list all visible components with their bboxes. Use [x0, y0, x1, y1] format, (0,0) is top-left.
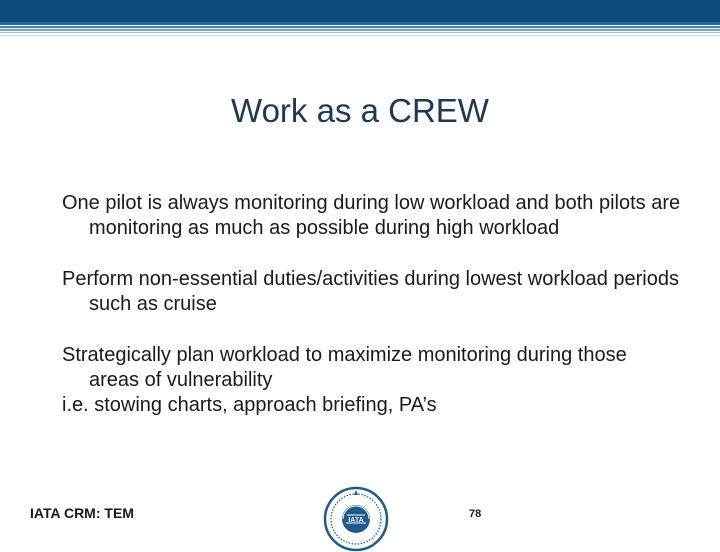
slide-body: [62, 191, 682, 418]
header-band: [0, 0, 720, 22]
slide-title: Work as a CREW: [231, 92, 489, 129]
body-paragraph: i.e. stowing charts, approach briefing, PA’s: [62, 394, 437, 416]
footer-label: IATA CRM: TEM: [30, 505, 134, 521]
header-stripe: [0, 32, 720, 33]
header-stripe: [0, 22, 720, 25]
body-paragraph: One pilot is always monitoring during low workload and both pilots are monitoring as much as possible during high workload: [62, 192, 681, 239]
seal-text: IATA: [348, 517, 364, 524]
body-paragraph: Strategically plan workload to maximize monitoring during those areas of vulnerability: [62, 344, 627, 391]
header-stripe: [0, 35, 720, 36]
iata-seal-logo: [323, 486, 389, 552]
header-stripe: [0, 29, 720, 31]
body-paragraph: Perform non-essential duties/activities during lowest workload periods such as cruise: [62, 268, 679, 315]
header-stripe: [0, 26, 720, 28]
page-number: 78: [469, 508, 482, 520]
